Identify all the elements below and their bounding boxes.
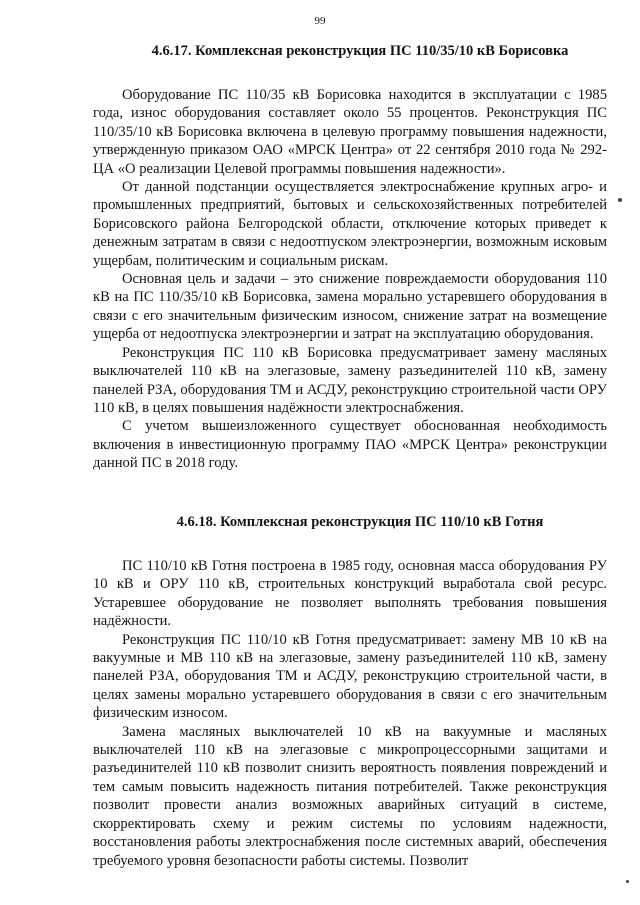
- body-paragraph: От данной подстанции осуществляется электроснабжение крупных агро- и промышленных предприятий, бытовых и сельскохозяйственных потребителей Борисовского района Белгородской области, отключение которых приведет к денежным затратам в связи с недоотпуском электроэнергии, возможным исковым ущербам, политическим и социальным рискам.: [93, 179, 607, 269]
- section-heading: 4.6.18. Комплексная реконструкция ПС 110/10 кВ Готня: [176, 514, 544, 530]
- body-paragraph: Оборудование ПС 110/35 кВ Борисовка находится в эксплуатации с 1985 года, износ оборудования составляет около 55 процентов. Реконструкция ПС 110/35/10 кВ Борисовка включена в целевую программу повышения надежности, утвержденную приказом ОАО «МРСК Центра» от 22 сентября 2010 года № 292-ЦА «О реализации Целевой программы повышения надежности».: [93, 87, 607, 177]
- body-paragraph: С учетом вышеизложенного существует обоснованная необходимость включения в инвестиционную программу ПАО «МРСК Центра» реконструкции данной ПС в 2018 году.: [93, 418, 607, 472]
- body-paragraph: Реконструкция ПС 110/10 кВ Готня предусматривает: замену МВ 10 кВ на вакуумные и МВ 110 кВ на элегазовые, замену разъединителей 110 кВ, замену панелей РЗА, оборудования ТМ и АСДУ, реконструкцию строительной части, в целях замены морально устаревшего оборудования в связи с его значительным физическим износом.: [93, 631, 607, 722]
- section-4-6-18: [93, 513, 607, 870]
- body-paragraph: Замена масляных выключателей 10 кВ на вакуумные и масляных выключателей 110 кВ на элегазовые с микропроцессорными защитами и разъединителей 110 кВ позволит снизить вероятность появления повреждений и тем самым повысить надежность питания потребителей. Также реконструкция позволит провести анализ возможных аварийных ситуаций в системе, скорректировать схему и режим системы по условиям надежности, восстановления работы электроснабжения после системных аварий, обеспечения требуемого уровня безопасности работы системы. Позволит: [93, 723, 607, 869]
- scan-dot-mark: [626, 880, 629, 883]
- body-paragraph: Основная цель и задачи – это снижение повреждаемости оборудования 110 кВ на ПС 110/35/10 кВ Борисовка, замена морально устаревшего оборудования в связи с его значительным физическим износом, снижение затрат на возмещение ущерба от недоотпуска электроэнергии и затрат на эксплуатацию оборудования.: [93, 271, 607, 343]
- body-paragraph: ПС 110/10 кВ Готня построена в 1985 году, основная масса оборудования РУ 10 кВ и ОРУ 110 кВ, строительных конструкций выработала свой ресурс. Устаревшее оборудование не позволяет выполнять требования повышения надёжности.: [93, 558, 607, 630]
- section-4-6-17: [93, 42, 607, 473]
- body-paragraph: Реконструкция ПС 110 кВ Борисовка предусматривает замену масляных выключателей 110 кВ на элегазовые, замену разъединителей 110 кВ, замену панелей РЗА, оборудования ТМ и АСДУ, реконструкцию строительной части ОРУ 110 кВ, в целях повышения надёжности электроснабжения.: [93, 344, 607, 416]
- page-number: 99: [314, 15, 326, 27]
- scan-dot-mark: [618, 198, 622, 202]
- section-heading: 4.6.17. Комплексная реконструкция ПС 110/35/10 кВ Борисовка: [151, 43, 569, 59]
